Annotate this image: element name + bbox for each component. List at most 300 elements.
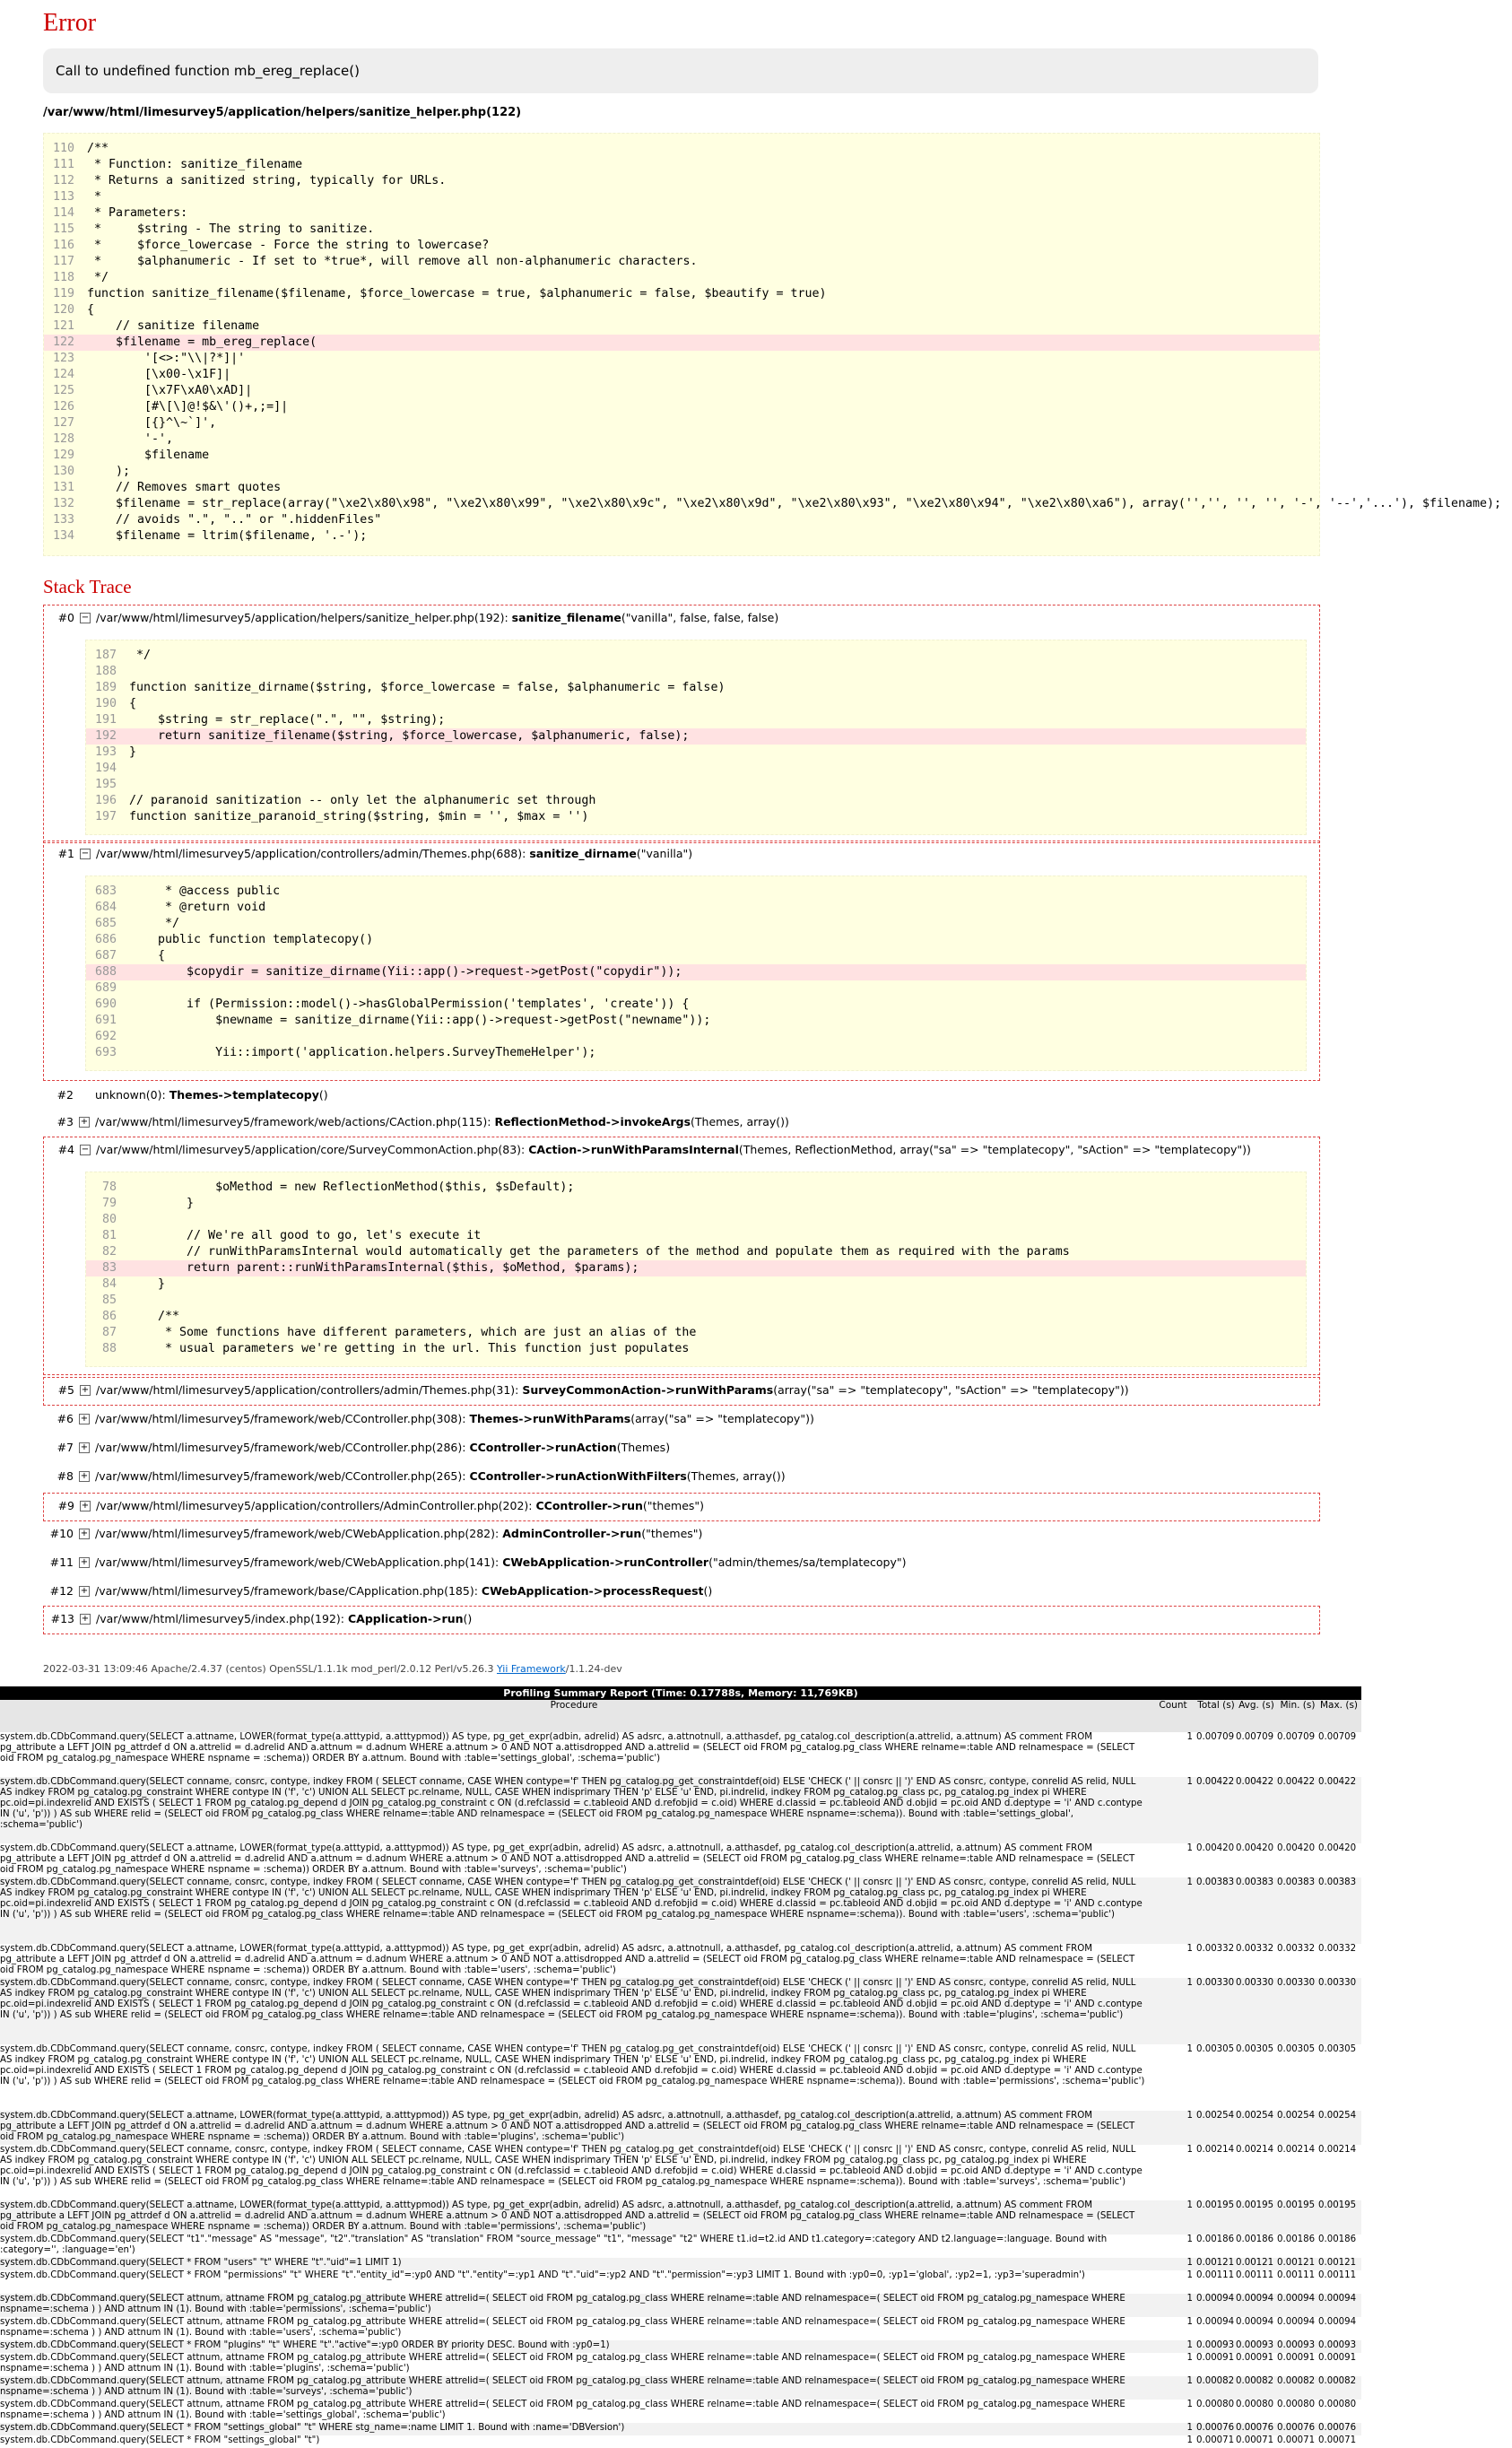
line-number: 111 (52, 158, 74, 171)
profiling-max: 0.00254 (1318, 2111, 1357, 2121)
frame-args: ("admin/themes/sa/templatecopy") (708, 1555, 907, 1569)
code-text: $filename = ltrim($filename, '.-'); (87, 529, 368, 543)
code-text: * usual parameters we're getting in the url. This function just populates (129, 1342, 690, 1355)
code-line (44, 222, 1319, 238)
frame-file: /var/www/html/limesurvey5/framework/web/CController.php(308): (95, 1412, 470, 1425)
code-text: * (87, 190, 102, 204)
profiling-procedure: system.db.CDbCommand.query(SELECT conname, consrc, contype, indkey FROM ( SELECT conname, CASE WHEN contype='f' THEN pg_catalog.pg_get_constraintdef(oid) ELSE 'CHECK (' || consrc || ')' END AS consrc, contype, conrelid AS relid, NULL AS indkey FROM pg_catalog.pg_constraint WHERE contype IN ('f', 'c') UNION ALL SELECT pc.relname, NULL, CASE WHEN indisprimary THEN 'p' ELSE 'u' END, pi.indrelid, indkey FROM pg_catalog.pg_class pc, pg_catalog.pg_index pi WHERE pc.oid=pi.indexrelid AND EXISTS ( SELECT 1 FROM pg_catalog.pg_depend d JOIN pg_catalog.pg_constraint c ON (d.refclassid = c.tableoid AND d.refobjid = c.oid) WHERE d.classid = pc.tableoid AND d.objid = pc.oid AND d.deptype = 'i' AND c.contype IN ('u', 'p')) ) AS sub WHERE relid = (SELECT oid FROM pg_catalog.pg_class WHERE relname=:table AND relnamespace = (SELECT oid FROM pg_catalog.pg_namespace WHERE nspname=:schema)). Bound with :table='permissions', :schema='public') (0, 2044, 1145, 2086)
profiling-avg: 0.00094 (1236, 2294, 1274, 2304)
profiling-avg: 0.00080 (1236, 2400, 1274, 2409)
profiling-row (0, 2294, 1361, 2317)
line-number: 687 (94, 949, 117, 963)
profiling-avg: 0.00420 (1236, 1843, 1274, 1853)
line-number: 83 (101, 1261, 117, 1275)
code-text: */ (129, 917, 180, 930)
profiling-total: 0.00093 (1196, 2340, 1235, 2350)
line-number: 691 (94, 1014, 117, 1027)
code-line (86, 964, 1306, 980)
code-text: '[<>:"\\|?*]|' (87, 352, 246, 365)
line-number: 88 (101, 1342, 117, 1355)
profiling-row (0, 1777, 1361, 1843)
profiling-total: 0.00082 (1196, 2376, 1235, 2386)
frame-args: (array("sa" => "templatecopy")) (630, 1412, 814, 1425)
profiling-min: 0.00091 (1277, 2353, 1316, 2363)
error-title: Error (43, 9, 97, 37)
frame-call: CWebApplication->processRequest (481, 1584, 704, 1598)
code-line (86, 1244, 1306, 1260)
frame-number: #2 (56, 1088, 74, 1102)
expand-toggle-icon[interactable]: + (80, 1413, 89, 1424)
frame-args: (array("sa" => "templatecopy", "sAction" => "templatecopy")) (773, 1383, 1129, 1397)
profiling-count: 1 (1186, 2294, 1193, 2304)
code-line (44, 431, 1319, 448)
line-number: 194 (94, 762, 117, 775)
frame-args: (Themes, ReflectionMethod, array("sa" => "templatecopy", "sAction" => "templatecopy")) (738, 1143, 1251, 1156)
profiling-max: 0.00080 (1318, 2400, 1357, 2409)
line-number: 87 (101, 1326, 117, 1339)
profiling-count: 1 (1186, 1777, 1193, 1787)
line-number: 689 (94, 981, 117, 995)
profiling-min: 0.00214 (1277, 2145, 1316, 2155)
line-number: 120 (52, 303, 74, 317)
code-line (86, 745, 1306, 761)
profiling-total: 0.00186 (1196, 2235, 1235, 2244)
profiling-min: 0.00094 (1277, 2294, 1316, 2304)
profiling-total: 0.00422 (1196, 1777, 1235, 1787)
code-text: * @return void (129, 901, 266, 914)
code-line (44, 141, 1319, 157)
line-number: 124 (52, 368, 74, 381)
collapse-toggle-icon[interactable]: − (81, 612, 90, 623)
profiling-avg: 0.00383 (1236, 1877, 1274, 1887)
line-number: 197 (94, 810, 117, 823)
frame-call: CController->runAction (469, 1441, 617, 1454)
line-number: 192 (94, 729, 117, 743)
line-number: 125 (52, 384, 74, 397)
line-number: 84 (101, 1277, 117, 1291)
line-number: 187 (94, 649, 117, 662)
frame-args: (Themes, array()) (691, 1115, 789, 1128)
code-text: ); (87, 465, 131, 478)
profiling-row (0, 1843, 1361, 1877)
profiling-count: 1 (1186, 2235, 1193, 2244)
code-line (86, 761, 1306, 777)
frame-call: ReflectionMethod->invokeArgs (494, 1115, 691, 1128)
stack-frame (43, 1550, 1318, 1575)
profiling-total: 0.00094 (1196, 2317, 1235, 2327)
frame-code-block (85, 876, 1307, 1071)
line-number: 684 (94, 901, 117, 914)
line-number: 126 (52, 400, 74, 414)
code-line (86, 900, 1306, 916)
profiling-row (0, 2400, 1361, 2423)
code-line (86, 696, 1306, 712)
code-line (44, 512, 1319, 528)
profiling-avg: 0.00254 (1236, 2111, 1274, 2121)
line-number: 688 (94, 965, 117, 979)
code-text: */ (129, 649, 152, 662)
code-text: * $string - The string to sanitize. (87, 222, 375, 236)
line-number: 129 (52, 449, 74, 462)
stack-frame (43, 1137, 1320, 1375)
frame-code-block (85, 640, 1307, 835)
code-text: $string = str_replace(".", "", $string); (129, 713, 446, 727)
profiling-max: 0.00093 (1318, 2340, 1357, 2350)
line-number: 115 (52, 222, 74, 236)
profiling-min: 0.00709 (1277, 1732, 1316, 1742)
frame-number: #11 (49, 1555, 74, 1569)
code-line (86, 916, 1306, 932)
stack-frame-header[interactable] (43, 1407, 1318, 1432)
frame-code-block (85, 1172, 1307, 1367)
code-text: function sanitize_paranoid_string($string, $min = '', $max = '') (129, 810, 589, 823)
code-line (86, 1212, 1306, 1228)
profiling-row (0, 2376, 1361, 2400)
stack-frame-header[interactable] (43, 1550, 1318, 1575)
code-text: function sanitize_dirname($string, $force_lowercase = false, $alphanumeric = false) (129, 681, 726, 694)
profiling-column-header: Max. (s) (1319, 1700, 1359, 1711)
profiling-procedure: system.db.CDbCommand.query(SELECT a.attname, LOWER(format_type(a.atttypid, a.atttypmod)) AS type, pg_get_expr(adbin, adrelid) AS adsrc, a.attnotnull, a.atthasdef, pg_catalog.col_description(a.attrelid, a.attnum) AS comment FROM pg_attribute a LEFT JOIN pg_attrdef d ON a.attrelid = d.adrelid AND a.attnum = d.adnum WHERE a.attnum > 0 AND NOT a.attisdropped AND a.attrelid = (SELECT oid FROM pg_catalog.pg_class WHERE relname=:table AND relnamespace = (SELECT oid FROM pg_catalog.pg_namespace WHERE nspname = :schema)) ORDER BY a.attnum. Bound with :table='users', :schema='public') (0, 1944, 1135, 1975)
code-line (44, 238, 1319, 254)
frame-call: CAction->runWithParamsInternal (528, 1143, 739, 1156)
frame-call: Themes->templatecopy (169, 1088, 319, 1102)
frame-file: /var/www/html/limesurvey5/application/helpers/sanitize_helper.php(192): (96, 611, 512, 624)
code-line (86, 884, 1306, 900)
line-number: 133 (52, 513, 74, 527)
frame-call: CApplication->run (347, 1612, 464, 1625)
profiling-min: 0.00121 (1277, 2258, 1316, 2268)
profiling-avg: 0.00305 (1236, 2044, 1274, 2054)
profiling-procedure: system.db.CDbCommand.query(SELECT attnum, attname FROM pg_catalog.pg_attribute WHERE attrelid=( SELECT oid FROM pg_catalog.pg_class WHERE relname=:table AND relnamespace=( SELECT oid FROM pg_catalog.pg_namespace WHERE nspname=:schema ) ) AND attnum IN (1). Bound with :table='settings_global', :schema='public') (0, 2400, 1125, 2420)
code-line (44, 351, 1319, 367)
line-number: 191 (94, 713, 117, 727)
profiling-procedure: system.db.CDbCommand.query(SELECT attnum, attname FROM pg_catalog.pg_attribute WHERE attrelid=( SELECT oid FROM pg_catalog.pg_class WHERE relname=:table AND relnamespace=( SELECT oid FROM pg_catalog.pg_namespace WHERE nspname=:schema ) ) AND attnum IN (1). Bound with :table='plugins', :schema='public') (0, 2353, 1125, 2374)
profiling-column-header: Avg. (s) (1238, 1700, 1274, 1711)
profiling-row (0, 2270, 1361, 2294)
frame-args: ("vanilla") (636, 847, 693, 860)
profiling-count: 1 (1186, 2044, 1193, 2054)
expand-toggle-icon[interactable]: + (81, 1384, 90, 1395)
code-text: $filename = mb_ereg_replace( (87, 335, 317, 349)
frame-file: /var/www/html/limesurvey5/framework/base/CApplication.php(185): (95, 1584, 482, 1598)
profiling-min: 0.00071 (1277, 2435, 1316, 2445)
expand-toggle-icon[interactable]: + (80, 1556, 89, 1567)
line-number: 114 (52, 206, 74, 220)
code-line (86, 1029, 1306, 1045)
code-text: * Some functions have different parameters, which are just an alias of the (129, 1326, 697, 1339)
line-number: 189 (94, 681, 117, 694)
line-number: 113 (52, 190, 74, 204)
profiling-min: 0.00094 (1277, 2317, 1316, 2327)
stack-frame-header[interactable] (43, 1464, 1318, 1489)
profiling-row (0, 2423, 1361, 2435)
frame-file: /var/www/html/limesurvey5/framework/web/CWebApplication.php(282): (95, 1527, 503, 1540)
stack-frame (43, 1606, 1320, 1634)
code-line (86, 997, 1306, 1013)
collapse-toggle-icon[interactable]: − (81, 1144, 90, 1154)
code-line (86, 680, 1306, 696)
frame-file: /var/www/html/limesurvey5/application/controllers/admin/Themes.php(31): (96, 1383, 523, 1397)
stack-frame (43, 1110, 1318, 1135)
code-text: /** (87, 142, 109, 155)
footer (43, 1663, 622, 1675)
stack-frame (43, 1377, 1320, 1406)
profiling-column-header: Count (1159, 1700, 1187, 1711)
frame-number: #1 (57, 847, 74, 860)
code-text: * Returns a sanitized string, typically for URLs. (87, 174, 447, 187)
profiling-min: 0.00254 (1277, 2111, 1316, 2121)
profiling-count: 1 (1186, 2200, 1193, 2210)
code-line (44, 286, 1319, 302)
code-line (86, 1276, 1306, 1293)
profiling-row (0, 2340, 1361, 2353)
profiling-row (0, 2044, 1361, 2111)
frame-number: #3 (56, 1115, 74, 1128)
profiling-avg: 0.00094 (1236, 2317, 1274, 2327)
line-number: 78 (101, 1180, 117, 1194)
code-line (44, 399, 1319, 415)
stack-frame-header[interactable] (44, 1494, 1319, 1519)
profiling-min: 0.00093 (1277, 2340, 1316, 2350)
profiling-procedure: system.db.CDbCommand.query(SELECT attnum, attname FROM pg_catalog.pg_attribute WHERE attrelid=( SELECT oid FROM pg_catalog.pg_class WHERE relname=:table AND relnamespace=( SELECT oid FROM pg_catalog.pg_namespace WHERE nspname=:schema ) ) AND attnum IN (1). Bound with :table='permissions', :schema='public') (0, 2294, 1125, 2314)
profiling-total: 0.00420 (1196, 1843, 1235, 1853)
profiling-procedure: system.db.CDbCommand.query(SELECT * FROM "permissions" "t" WHERE "t"."entity_id"=:yp0 AND "t"."entity"=:yp1 AND "t"."uid"=:yp2 AND "t"."permission"=:yp3 LIMIT 1. Bound with :yp0=0, :yp1='global', :yp2=1, :yp3='superadmin') (0, 2270, 1085, 2280)
stack-frame (43, 605, 1320, 843)
profiling-count: 1 (1186, 2317, 1193, 2327)
code-text: Yii::import('application.helpers.SurveyThemeHelper'); (129, 1046, 596, 1059)
frame-file: /var/www/html/limesurvey5/application/controllers/AdminController.php(202): (96, 1499, 536, 1512)
stack-frame-header[interactable] (43, 1579, 1318, 1604)
stack-frame-header[interactable] (44, 1378, 1319, 1403)
profiling-row (0, 2235, 1361, 2258)
code-text: { (129, 697, 137, 710)
line-number: 690 (94, 997, 117, 1011)
profiling-column-header: Procedure (550, 1700, 598, 1711)
line-number: 130 (52, 465, 74, 478)
stack-frame-header[interactable] (43, 1435, 1318, 1460)
code-text: // Removes smart quotes (87, 481, 282, 494)
stack-frame-header[interactable] (44, 1607, 1319, 1632)
code-text: [\x7F\xA0\xAD]| (87, 384, 253, 397)
stack-frame-header[interactable] (43, 1083, 1318, 1108)
code-text: // sanitize filename (87, 319, 260, 333)
expand-toggle-icon[interactable]: + (80, 1116, 89, 1127)
profiling-min: 0.00420 (1277, 1843, 1316, 1853)
code-text: // We're all good to go, let's execute it (129, 1229, 482, 1242)
code-text: if (Permission::model()->hasGlobalPermission('templates', 'create')) { (129, 997, 690, 1011)
profiling-count: 1 (1186, 2270, 1193, 2280)
frame-args: (Themes, array()) (686, 1469, 786, 1483)
frame-call: Themes->runWithParams (469, 1412, 631, 1425)
profiling-row (0, 2258, 1361, 2270)
line-number: 86 (101, 1310, 117, 1323)
code-line (44, 318, 1319, 335)
profiling-total: 0.00091 (1196, 2353, 1235, 2363)
stack-frame (43, 1083, 1318, 1108)
profiling-max: 0.00071 (1318, 2435, 1357, 2445)
profiling-max: 0.00195 (1318, 2200, 1357, 2210)
line-number: 79 (101, 1197, 117, 1210)
profiling-procedure: system.db.CDbCommand.query(SELECT * FROM "settings_global" "t" WHERE stg_name=:name LIMIT 1. Bound with :name='DBVersion') (0, 2423, 625, 2433)
expand-toggle-icon[interactable]: + (81, 1613, 90, 1624)
profiling-avg: 0.00076 (1236, 2423, 1274, 2433)
code-line (86, 1325, 1306, 1341)
code-line (44, 335, 1319, 351)
profiling-avg: 0.00093 (1236, 2340, 1274, 2350)
frame-file: /var/www/html/limesurvey5/index.php(192): (96, 1612, 348, 1625)
profiling-min: 0.00076 (1277, 2423, 1316, 2433)
frame-file: /var/www/html/limesurvey5/framework/web/CController.php(265): (95, 1469, 470, 1483)
frame-file: unknown(0): (95, 1088, 169, 1102)
code-line (44, 173, 1319, 189)
line-number: 134 (52, 529, 74, 543)
line-number: 116 (52, 239, 74, 252)
profiling-row (0, 1978, 1361, 2044)
footer-server-info: 2022-03-31 13:09:46 Apache/2.4.37 (centos) OpenSSL/1.1.1k mod_perl/2.0.12 Perl/v5.26.3 (43, 1663, 497, 1675)
expand-toggle-icon[interactable]: + (81, 1500, 90, 1511)
collapse-toggle-icon[interactable]: − (81, 848, 90, 858)
profiling-min: 0.00082 (1277, 2376, 1316, 2386)
frame-call: AdminController->run (502, 1527, 642, 1540)
code-line (44, 302, 1319, 318)
profiling-total: 0.00332 (1196, 1944, 1235, 1954)
frame-number: #4 (57, 1143, 74, 1156)
frame-args: () (703, 1584, 713, 1598)
frame-call: sanitize_filename (511, 611, 621, 624)
profiling-count: 1 (1186, 2376, 1193, 2386)
code-line (86, 1196, 1306, 1212)
profiling-count: 1 (1186, 2258, 1193, 2268)
profiling-procedure: system.db.CDbCommand.query(SELECT "t1"."message" AS "message", "t2"."translation" AS "translation" FROM "source_message" "t1", "message" "t2" WHERE t1.id=t2.id AND t1.category=:category AND t2.language=:language. Bound with :category='', :language='en') (0, 2235, 1108, 2255)
line-number: 683 (94, 884, 117, 898)
profiling-min: 0.00305 (1277, 2044, 1316, 2054)
code-text: * Function: sanitize_filename (87, 158, 303, 171)
code-line (44, 189, 1319, 205)
code-line (44, 448, 1319, 464)
line-number: 80 (101, 1213, 117, 1226)
code-text: */ (87, 271, 109, 284)
frame-call: sanitize_dirname (529, 847, 637, 860)
code-text: $newname = sanitize_dirname(Yii::app()->request->getPost("newname")); (129, 1014, 711, 1027)
profiling-procedure: system.db.CDbCommand.query(SELECT * FROM "plugins" "t" WHERE "t"."active"=:yp0 ORDER BY priority DESC. Bound with :yp0=1) (0, 2340, 610, 2350)
profiling-procedure: system.db.CDbCommand.query(SELECT conname, consrc, contype, indkey FROM ( SELECT conname, CASE WHEN contype='f' THEN pg_catalog.pg_get_constraintdef(oid) ELSE 'CHECK (' || consrc || ')' END AS consrc, contype, conrelid AS relid, NULL AS indkey FROM pg_catalog.pg_constraint WHERE contype IN ('f', 'c') UNION ALL SELECT pc.relname, NULL, CASE WHEN indisprimary THEN 'p' ELSE 'u' END, pi.indrelid, indkey FROM pg_catalog.pg_class pc, pg_catalog.pg_index pi WHERE pc.oid=pi.indexrelid AND EXISTS ( SELECT 1 FROM pg_catalog.pg_depend d JOIN pg_catalog.pg_constraint c ON (d.refclassid = c.tableoid AND d.refobjid = c.oid) WHERE d.classid = pc.tableoid AND d.objid = pc.oid AND d.deptype = 'i' AND c.contype IN ('u', 'p')) ) AS sub WHERE relid = (SELECT oid FROM pg_catalog.pg_class WHERE relname=:table AND relnamespace = (SELECT oid FROM pg_catalog.pg_namespace WHERE nspname=:schema)). Bound with :table='users', :schema='public') (0, 1877, 1143, 1920)
line-number: 82 (101, 1245, 117, 1259)
stack-frame-header[interactable] (43, 1110, 1318, 1135)
code-text: function sanitize_filename($filename, $force_lowercase = true, $alphanumeric = false, $beautify = true) (87, 287, 827, 301)
code-text: // runWithParamsInternal would automatically get the parameters of the method and populate them as required with the params (129, 1245, 1070, 1259)
frame-call: CWebApplication->runController (502, 1555, 709, 1569)
line-number: 110 (52, 142, 74, 155)
line-number: 193 (94, 745, 117, 759)
stack-frame-header[interactable] (44, 841, 1319, 867)
expand-toggle-icon[interactable]: + (80, 1585, 89, 1596)
yii-framework-link[interactable]: Yii Framework (496, 1663, 566, 1675)
code-text: { (87, 303, 95, 317)
code-line (86, 1309, 1306, 1325)
frame-call: CController->run (535, 1499, 643, 1512)
code-line (86, 664, 1306, 680)
error-message: Call to undefined function mb_ereg_replace() (56, 63, 360, 79)
profiling-avg: 0.00195 (1236, 2200, 1274, 2210)
profiling-count: 1 (1186, 2353, 1193, 2363)
stack-frame-header[interactable] (44, 605, 1319, 631)
line-number: 81 (101, 1229, 117, 1242)
profiling-row (0, 2145, 1361, 2200)
code-text: [\x00-\x1F]| (87, 368, 231, 381)
line-number: 118 (52, 271, 74, 284)
stack-frame-header[interactable] (43, 1521, 1318, 1546)
code-line (86, 1045, 1306, 1061)
code-line (86, 793, 1306, 809)
code-line (44, 383, 1319, 399)
code-line (44, 205, 1319, 222)
profiling-procedure: system.db.CDbCommand.query(SELECT conname, consrc, contype, indkey FROM ( SELECT conname, CASE WHEN contype='f' THEN pg_catalog.pg_get_constraintdef(oid) ELSE 'CHECK (' || consrc || ')' END AS consrc, contype, conrelid AS relid, NULL AS indkey FROM pg_catalog.pg_constraint WHERE contype IN ('f', 'c') UNION ALL SELECT pc.relname, NULL, CASE WHEN indisprimary THEN 'p' ELSE 'u' END, pi.indrelid, indkey FROM pg_catalog.pg_class pc, pg_catalog.pg_index pi WHERE pc.oid=pi.indexrelid AND EXISTS ( SELECT 1 FROM pg_catalog.pg_depend d JOIN pg_catalog.pg_constraint c ON (d.refclassid = c.tableoid AND d.refobjid = c.oid) WHERE d.classid = pc.tableoid AND d.objid = pc.oid AND d.deptype = 'i' AND c.contype IN ('u', 'p')) ) AS sub WHERE relid = (SELECT oid FROM pg_catalog.pg_class WHERE relname=:table AND relnamespace = (SELECT oid FROM pg_catalog.pg_namespace WHERE nspname=:schema)). Bound with :table='settings_global', :schema='public') (0, 1777, 1143, 1830)
line-number: 693 (94, 1046, 117, 1059)
profiling-avg: 0.00332 (1236, 1944, 1274, 1954)
profiling-column-header: Min. (s) (1280, 1700, 1316, 1711)
profiling-row (0, 2317, 1361, 2340)
profiling-avg: 0.00422 (1236, 1777, 1274, 1787)
profiling-max: 0.00420 (1318, 1843, 1357, 1853)
frame-number: #7 (56, 1441, 74, 1454)
stack-frame-header[interactable] (44, 1137, 1319, 1163)
profiling-min: 0.00186 (1277, 2235, 1316, 2244)
expand-toggle-icon[interactable]: + (80, 1528, 89, 1538)
code-text: // avoids ".", ".." or ".hiddenFiles" (87, 513, 382, 527)
profiling-header-row (0, 1700, 1361, 1732)
profiling-max: 0.00111 (1318, 2270, 1357, 2280)
source-code-block (43, 133, 1502, 556)
profiling-row (0, 2353, 1361, 2376)
code-text: } (129, 745, 137, 759)
profiling-count: 1 (1186, 2435, 1193, 2445)
code-line (86, 1180, 1306, 1196)
profiling-min: 0.00330 (1277, 1978, 1316, 1988)
frame-number: #13 (50, 1612, 74, 1625)
profiling-max: 0.00121 (1318, 2258, 1357, 2268)
code-line (44, 496, 1502, 512)
code-text: $copydir = sanitize_dirname(Yii::app()->request->getPost("copydir")); (129, 965, 682, 979)
profiling-count: 1 (1186, 1843, 1193, 1853)
profiling-total: 0.00305 (1196, 2044, 1235, 2054)
profiling-count: 1 (1186, 2145, 1193, 2155)
line-number: 196 (94, 794, 117, 807)
stack-frame (43, 1493, 1320, 1521)
expand-toggle-icon[interactable]: + (80, 1470, 89, 1481)
code-line (44, 528, 1319, 544)
profiling-procedure: system.db.CDbCommand.query(SELECT attnum, attname FROM pg_catalog.pg_attribute WHERE attrelid=( SELECT oid FROM pg_catalog.pg_class WHERE relname=:table AND relnamespace=( SELECT oid FROM pg_catalog.pg_namespace WHERE nspname=:schema ) ) AND attnum IN (1). Bound with :table='surveys', :schema='public') (0, 2376, 1125, 2397)
code-text: { (129, 949, 166, 963)
code-line (86, 1293, 1306, 1309)
error-file-path: /var/www/html/limesurvey5/application/helpers/sanitize_helper.php(122) (43, 106, 522, 119)
code-line (86, 980, 1306, 997)
stack-frame (43, 1579, 1318, 1604)
profiling-avg: 0.00082 (1236, 2376, 1274, 2386)
stack-frame (43, 1435, 1318, 1460)
expand-toggle-icon[interactable]: + (80, 1442, 89, 1452)
profiling-max: 0.00330 (1318, 1978, 1357, 1988)
code-line (86, 1013, 1306, 1029)
profiling-row (0, 1877, 1361, 1944)
frame-number: #5 (57, 1383, 74, 1397)
frame-args: ("themes") (642, 1499, 705, 1512)
code-line (86, 712, 1306, 728)
profiling-max: 0.00422 (1318, 1777, 1357, 1787)
code-text: $filename (87, 449, 210, 462)
code-text: * @access public (129, 884, 281, 898)
code-text: return parent::runWithParamsInternal($this, $oMethod, $params); (129, 1261, 639, 1275)
profiling-total: 0.00195 (1196, 2200, 1235, 2210)
